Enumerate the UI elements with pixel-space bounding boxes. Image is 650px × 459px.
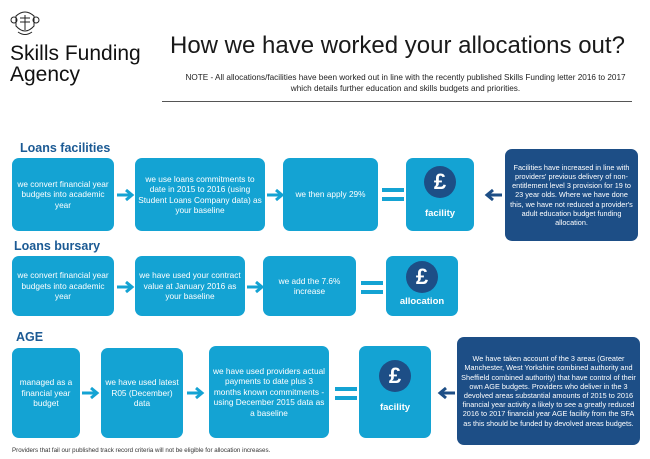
loans-facilities-explanation: Facilities have increased in line with providers' previous delivery of non-entitlement level 3 provision for 19 to 23 year olds. Where we have done this, we have not reduced a provider's adult education budget funding allocation. [505,149,638,241]
loans-facilities-title: Loans facilities [20,141,111,155]
loans-facilities-result-label: facility [424,208,456,219]
loans-facilities-result [406,158,474,231]
page-title: How we have worked your allocations out? [170,32,625,59]
loans-bursary-step-2: we have used your contract value at January 2016 as your baseline [135,256,245,316]
loans-bursary-step-1: we convert financial year budgets into academic year [12,256,114,316]
logo-line1: Skills Funding [10,42,141,65]
pound-icon: £ [424,166,456,198]
header-note: NOTE - All allocations/facilities have been worked out in line with the recently published Skills Funding letter 2016 to 2017 which details further education and skills budgets and priorities. [185,73,626,93]
loans-facilities-step-1: we convert financial year budgets into academic year [12,158,114,231]
arrow-right-icon [116,188,136,202]
loans-facilities-step-3: we then apply 29% [283,158,378,231]
logo-line2: Agency [10,63,81,86]
age-result [359,346,431,438]
loans-bursary-title: Loans bursary [14,239,101,253]
age-step-2: we have used latest R05 (December) data [101,348,183,438]
footer-note: Providers that fail our published track record criteria will not be eligible for allocation increases. [12,447,271,454]
equals-icon [361,281,383,294]
arrow-left-icon [483,188,503,202]
age-title: AGE [16,330,44,344]
pound-icon: £ [379,360,411,392]
logo [10,43,141,85]
loans-facilities-step-2: we use loans commitments to date in 2015 to 2016 (using Student Loans Company data) as your baseline [135,158,265,231]
arrow-right-icon [81,386,101,400]
age-explanation: We have taken account of the 3 areas (Greater Manchester, West Yorkshire combined authority and Sheffield combined authority) that have control of their own AGE budgets. Providers who deliver in the 3 devolved areas substantial amounts of 2015 to 2016 financial year activity a likely to see a greatly reduced 2016 to 2017 financial year AGE facility from the SFA as this should be funded by devolved areas budgets. [457,337,640,445]
age-step-1: managed as a financial year budget [12,348,80,438]
loans-bursary-step-3: we add the 7.6% increase [263,256,356,316]
arrow-left-icon [436,386,456,400]
equals-icon [382,188,404,201]
header-divider [162,101,632,102]
pound-icon: £ [406,261,438,293]
arrow-right-icon [116,280,136,294]
loans-bursary-result [386,256,458,316]
loans-bursary-result-label: allocation [399,296,445,307]
equals-icon [335,387,357,400]
age-step-3: we have used providers actual payments to date plus 3 months known commitments - using December 2015 data as a baseline [209,346,329,438]
age-result-label: facility [379,402,411,413]
crest-icon [10,6,40,38]
arrow-right-icon [186,386,206,400]
